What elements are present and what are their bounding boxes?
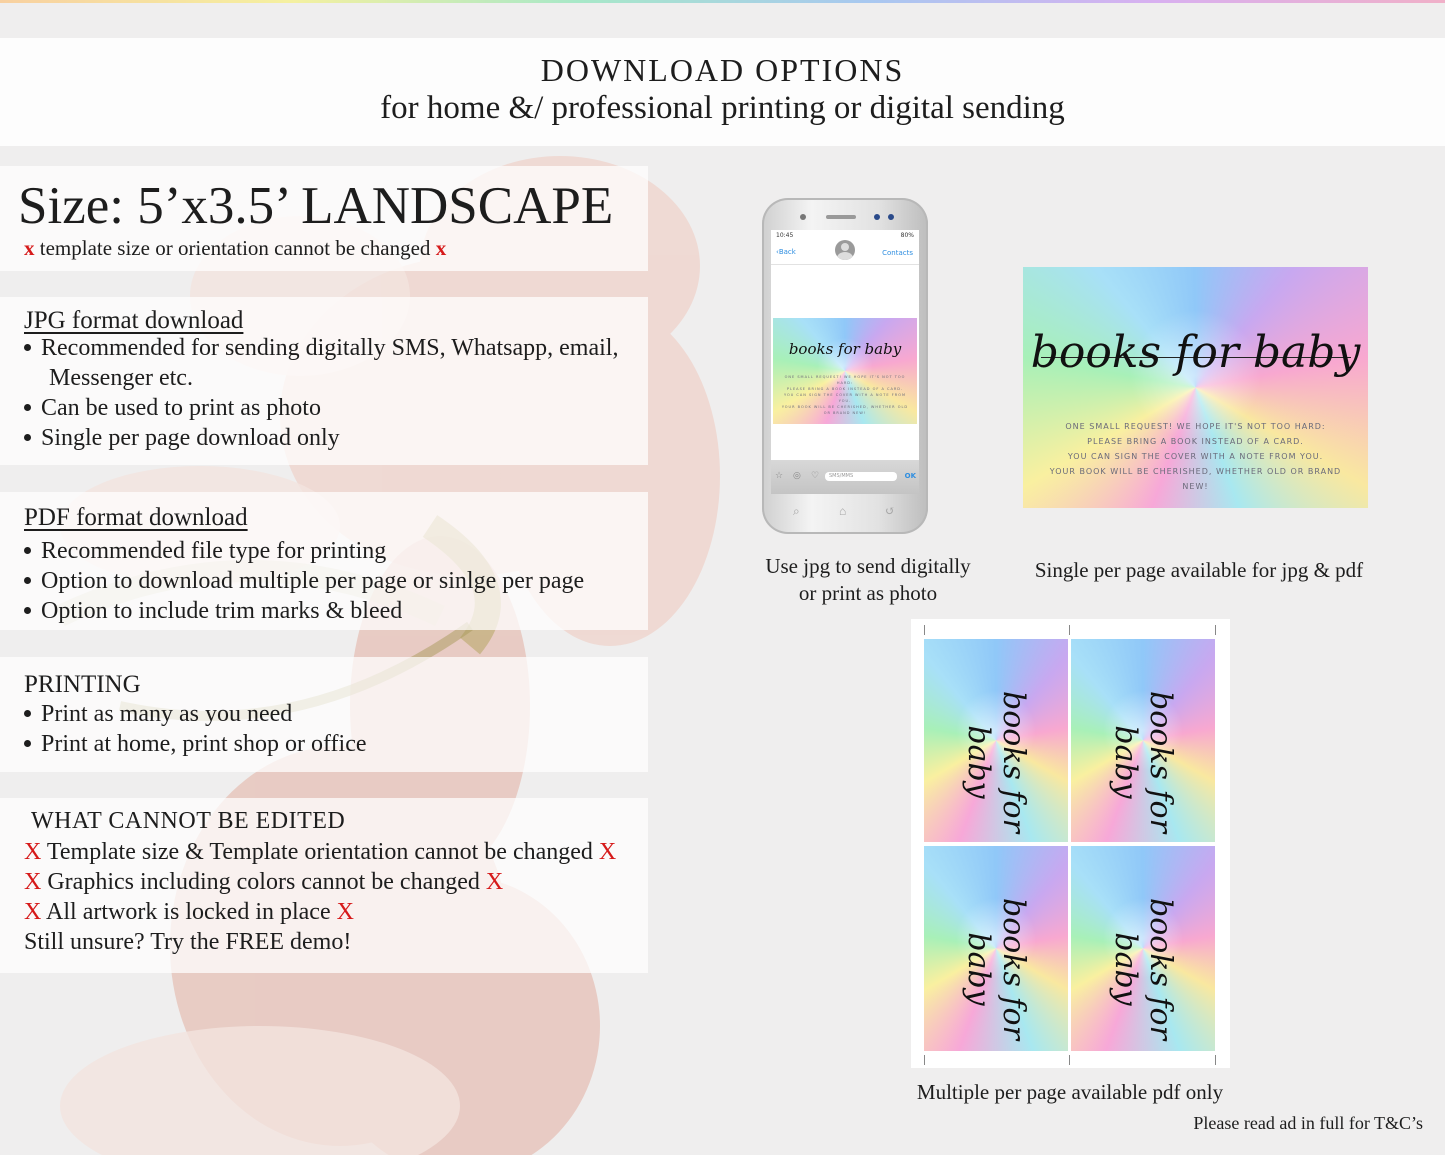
- phone-speaker: [826, 215, 856, 219]
- page-title: DOWNLOAD OPTIONS: [540, 52, 905, 88]
- card-preview-large: [1023, 267, 1368, 508]
- pdf-panel: [0, 492, 648, 630]
- card-text-small: ONE SMALL REQUEST! WE HOPE IT'S NOT TOO HARD: PLEASE BRING A BOOK INSTEAD OF A CARD. YOU CAN SIGN THE COVER WITH A NOTE FROM YOU. YOUR BOOK WILL BE CHERISHED, WHETHER OLD OR BRAND NEW!: [781, 375, 909, 415]
- chevron-left-icon: ‹: [776, 248, 779, 256]
- jpg-heading: JPG format download: [24, 307, 244, 334]
- page-header: [0, 38, 1445, 146]
- card-tile: books for baby: [924, 846, 1068, 1051]
- message-input[interactable]: SMS/MMS: [825, 472, 897, 481]
- trim-mark: [1069, 625, 1070, 635]
- phone-nav-bar: [771, 502, 919, 524]
- phone-caption: Use jpg to send digitally or print as photo: [765, 554, 971, 605]
- back-icon[interactable]: ↺: [885, 504, 896, 518]
- list-item: X All artwork is locked in place X: [24, 899, 354, 925]
- list-item: Recommended for sending digitally SMS, Whatsapp, email,: [24, 335, 618, 362]
- search-icon[interactable]: ⌕: [793, 504, 800, 518]
- card-message: ONE SMALL REQUEST! WE HOPE IT'S NOT TOO HARD: PLEASE BRING A BOOK INSTEAD OF A CARD. YOU CAN SIGN THE COVER WITH A NOTE FROM YOU. YOUR BOOK WILL BE CHERISHED, WHETHER OLD OR BRAND NEW!: [1049, 422, 1342, 491]
- card-script-title: books for baby: [788, 340, 902, 358]
- status-battery: 80%: [900, 232, 914, 239]
- printing-heading: PRINTING: [24, 671, 141, 698]
- trim-mark: [924, 625, 925, 635]
- heart-icon[interactable]: ♡: [811, 471, 820, 481]
- list-item: Print at home, print shop or office: [24, 731, 367, 758]
- send-button[interactable]: OK: [904, 472, 916, 480]
- single-caption: Single per page available for jpg & pdf: [1034, 558, 1364, 582]
- avatar: [835, 240, 855, 260]
- list-item-continuation: Messenger etc.: [49, 365, 193, 391]
- phone-camera: [800, 214, 806, 220]
- cannot-edit-panel: [0, 798, 648, 973]
- list-item: Can be used to print as photo: [24, 395, 321, 422]
- size-note-text: template size or orientation cannot be changed: [39, 236, 431, 260]
- card-tile: books for baby: [1071, 639, 1215, 842]
- apps-icon[interactable]: ◎: [793, 471, 801, 481]
- list-item: Print as many as you need: [24, 701, 292, 728]
- x-mark: x: [435, 236, 447, 260]
- phone-mockup: [762, 198, 928, 534]
- footer-note: Please read ad in full for T&C’s: [1193, 1113, 1423, 1133]
- trim-mark: [1215, 1055, 1216, 1065]
- phone-sensor: [888, 214, 894, 220]
- jpg-panel: [0, 297, 648, 465]
- list-item: X Template size & Template orientation cannot be changed X: [24, 839, 617, 865]
- home-icon[interactable]: ⌂: [839, 504, 847, 518]
- rainbow-strip: [0, 0, 1445, 3]
- camera-icon[interactable]: ☆: [775, 471, 784, 481]
- pdf-heading: PDF format download: [24, 504, 248, 531]
- size-title: Size: 5’x3.5’ LANDSCAPE: [18, 177, 614, 235]
- back-link[interactable]: ‹Back: [776, 248, 796, 256]
- trim-mark: [1069, 1055, 1070, 1065]
- message-bar: [771, 460, 919, 494]
- size-note: [24, 236, 446, 261]
- card-script-title: books for baby: [1030, 327, 1361, 378]
- printing-panel: [0, 657, 648, 772]
- list-item: Option to include trim marks & bleed: [24, 598, 402, 625]
- size-panel: [0, 166, 648, 271]
- status-time: 10:45: [776, 232, 794, 239]
- demo-note: Still unsure? Try the FREE demo!: [24, 929, 352, 955]
- trim-mark: [924, 1055, 925, 1065]
- multiple-caption: Multiple per page available pdf only: [916, 1080, 1224, 1104]
- phone-sensor: [874, 214, 880, 220]
- list-item: Single per page download only: [24, 425, 340, 452]
- card-tile: books for baby: [924, 639, 1068, 842]
- multi-page-sheet: [911, 619, 1230, 1068]
- phone-screen: [771, 230, 919, 494]
- list-item: Recommended file type for printing: [24, 538, 386, 565]
- card-preview-small: [773, 318, 917, 424]
- page-subtitle: for home &/ professional printing or digital sending: [380, 90, 1065, 126]
- list-item: X Graphics including colors cannot be changed X: [24, 869, 504, 895]
- list-item: Option to download multiple per page or sinlge per page: [24, 568, 584, 595]
- trim-mark: [1215, 625, 1216, 635]
- card-tile: books for baby: [1071, 846, 1215, 1051]
- contacts-link[interactable]: Contacts: [882, 249, 913, 257]
- cannot-edit-heading: WHAT CANNOT BE EDITED: [31, 808, 346, 834]
- x-mark: x: [24, 236, 35, 260]
